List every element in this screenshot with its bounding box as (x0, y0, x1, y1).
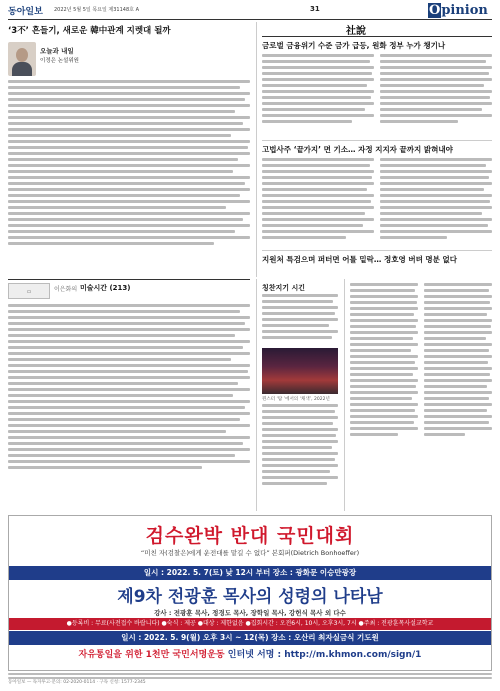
editorial-body-1 (262, 54, 492, 139)
editorial-headline-2: 고법사주 ‘끝가지’ 면 기소… 자정 지지자 끝까지 밝혀내야 (262, 145, 453, 154)
editorial-headline-3: 지원처 특검으며 퍼터면 어틀 밑락… 정호영 버텨 명분 없다 (262, 255, 458, 264)
editorial-headline-1: 금로벌 금융위기 수준 금가 급등, 원화 정부 누가 챙기나 (262, 41, 446, 50)
art-body (8, 304, 250, 509)
column-series: 오늘과 내일 (40, 47, 74, 55)
column-body (8, 80, 250, 275)
ad-subtitle: “미친 자(검찰은)에게 운전대를 맡길 수 없다” 본회퍼(Dietrich Bonhoeffer) (140, 549, 360, 557)
photo-caption: 뮌스터 ‘탐 ’에서의 ‘채색’, 2022년 (262, 397, 330, 402)
masthead (8, 4, 492, 20)
editorial-body-3 (350, 283, 492, 509)
ad-title-2: 제9차 전광훈 목사의 성령의 나타남 (117, 587, 383, 607)
ad-url-link[interactable]: 인터넷 서명 : http://m.khmon.com/sign/1 (227, 650, 422, 660)
dateline: 2022년 5월 5일 목요일 제31148호 A (54, 7, 140, 13)
newspaper-logo: 동아일보 (8, 7, 43, 17)
footer-text: 동아일보 — 독자투고·문의: 02-2020-0114 · 구독 신청: 1577-2345 (8, 680, 146, 685)
photo-column-title: 칭찬지기 시긴 (262, 284, 306, 292)
ad-title: 검수완박 반대 국민대회 (145, 525, 355, 547)
photo-column-body (262, 294, 338, 344)
art-series-name: 미술시간 (213) (80, 284, 131, 292)
page-number: 31 (310, 5, 320, 13)
ad-bottom-text: 자유통일을 위한 1천만 국민서명운동 (78, 650, 225, 660)
art-thumbnail: ▭ (8, 283, 50, 299)
section-initial: O (429, 3, 441, 18)
ad-bottom-line (9, 647, 491, 660)
editorial-body-2 (262, 158, 492, 248)
column-title: ‘3不’ 흔들기, 새로운 韓中관계 지렛대 될까 (8, 26, 171, 36)
ad-venue-band: 일시 : 2022. 5. 9(월) 오후 3시 ~ 12(목) 장소 : 오산리 최자실금식 기도원 (9, 631, 491, 645)
advertisement (8, 515, 492, 671)
article-photo (262, 348, 338, 394)
photo-column-body-lower (262, 404, 338, 508)
art-series-label: 이은화의 (54, 286, 78, 293)
section-rest: pinion (441, 3, 488, 18)
ad-info-band: ●등록비 : 무료(사전접수 바랍니다) ●숙식 : 제공 ●대상 : 제한없음 ●집회시간 : 오전6시, 10시, 오후3시, 7시 ●주최 : 전광훈목사설교학교 (9, 618, 491, 630)
footer (8, 673, 492, 687)
column-author: 이정은 논설위원 (40, 58, 79, 64)
editorial-kicker: 社說 (346, 26, 366, 37)
ad-speakers: 강사 : 전광훈 목사, 정경도 목사, 장학일 목사, 강헌식 목사 외 다수 (154, 609, 346, 617)
author-photo (8, 42, 36, 76)
ad-schedule-band: 일시 : 2022. 5. 7(토) 낮 12시 부터 장소 : 광화문 이승만광장 (9, 566, 491, 580)
section-title (428, 3, 488, 18)
